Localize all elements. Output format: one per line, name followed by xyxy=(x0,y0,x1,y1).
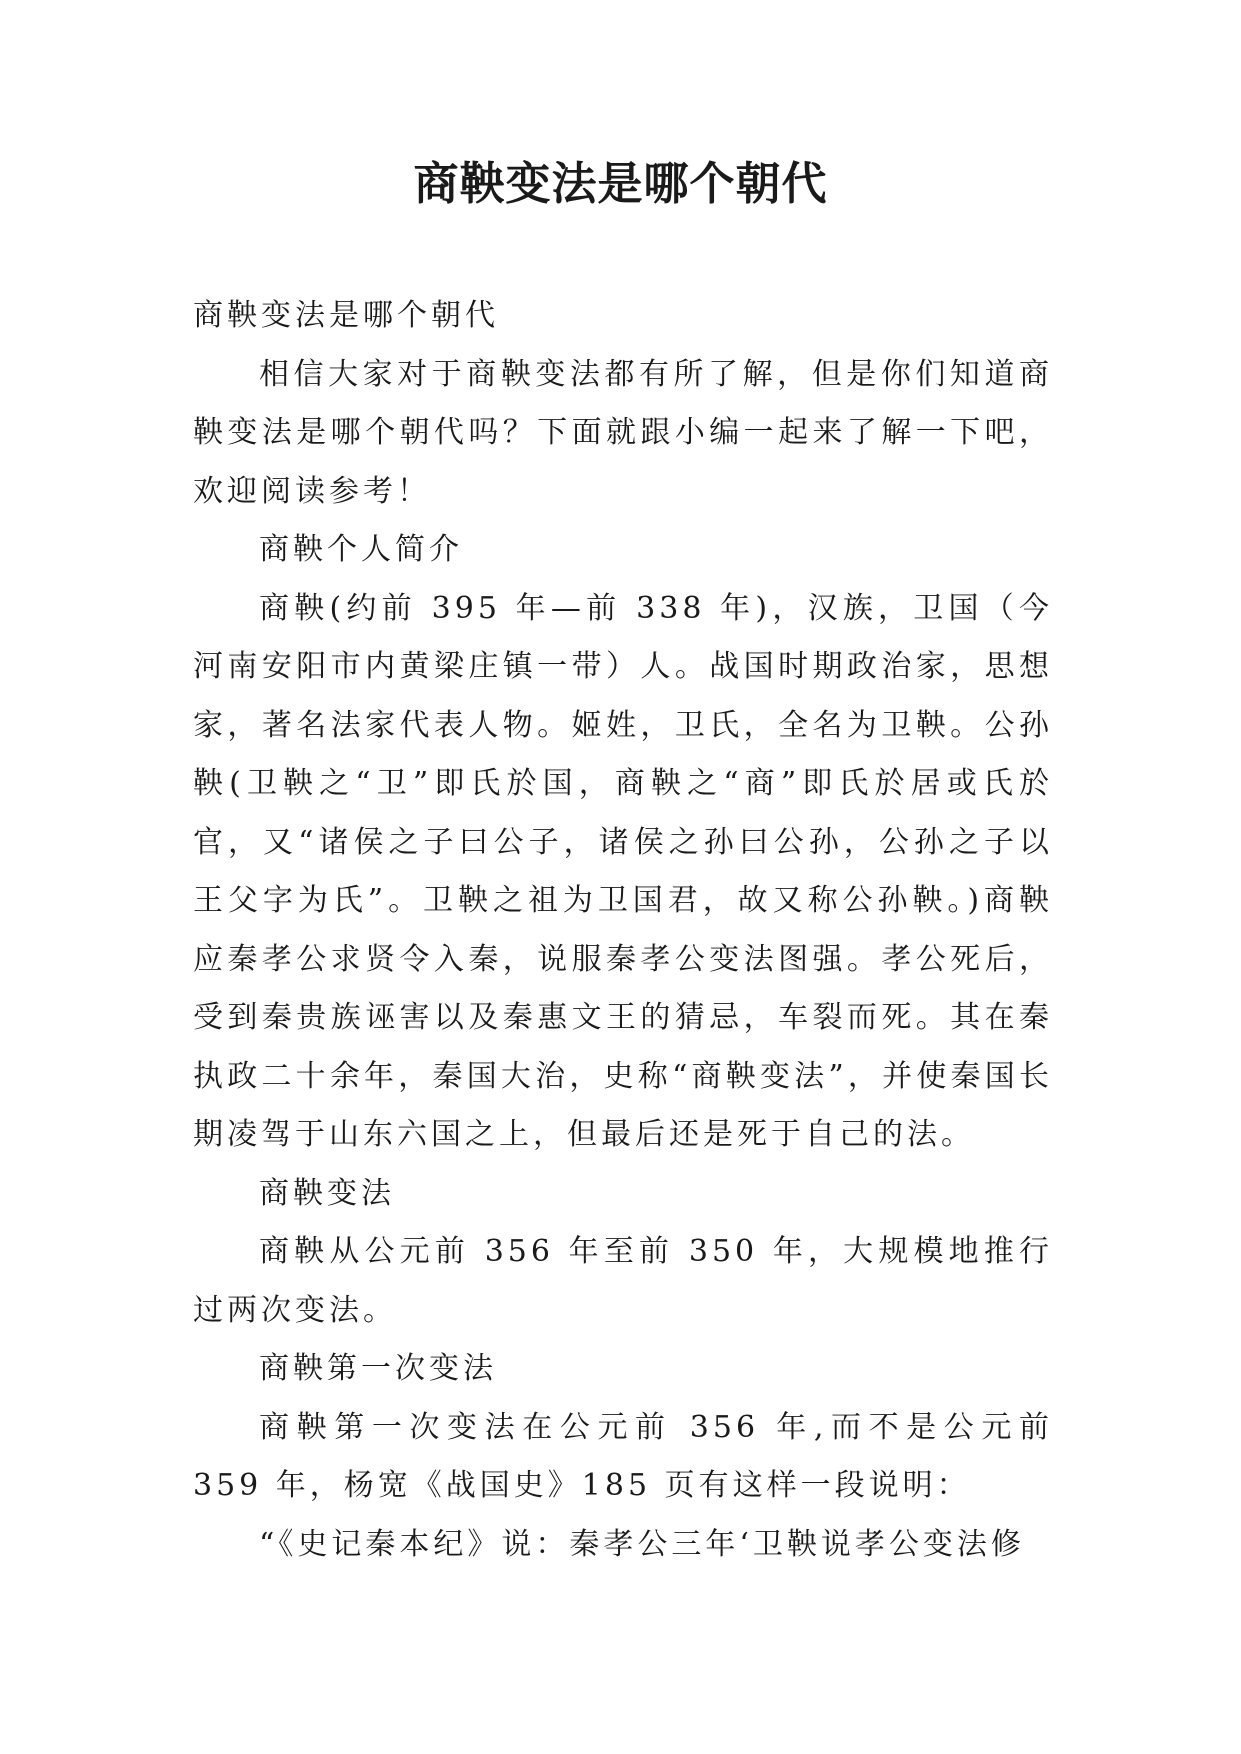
paragraph: 商鞅(约前 395 年—前 338 年)，汉族，卫国（今河南安阳市内黄梁庄镇一带）人。战国时期政治家，思想家，著名法家代表人物。姬姓，卫氏，全名为卫鞅。公孙鞅(卫鞅之“卫”即氏於国，商鞅之“商”即氏於居或氏於官，又“诸侯之子曰公子，诸侯之孙曰公孙，公孙之子以王父字为氏”。卫鞅之祖为卫国君，故又称公孙鞅。)商鞅应秦孝公求贤令入秦，说服秦孝公变法图强。孝公死后，受到秦贵族诬害以及秦惠文王的猜忌，车裂而死。其在秦执政二十余年，秦国大治，史称“商鞅变法”，并使秦国长期凌驾于山东六国之上，但最后还是死于自己的法。 xyxy=(193,590,1053,1152)
section-heading: 商鞅变法 xyxy=(259,1175,395,1211)
section-heading: 商鞅个人简介 xyxy=(259,532,463,567)
document-body xyxy=(193,287,1053,1574)
paragraph: 商鞅从公元前 356 年至前 350 年，大规模地推行过两次变法。 xyxy=(193,1234,1053,1328)
document-title: 商鞅变法是哪个朝代 xyxy=(413,157,828,210)
paragraph: “《史记秦本纪》说：秦孝公三年‘卫鞅说孝公变法修 xyxy=(259,1526,1025,1562)
paragraph: 相信大家对于商鞅变法都有所了解，但是你们知道商鞅变法是哪个朝代吗？下面就跟小编一起来了解一下吧，欢迎阅读参考！ xyxy=(193,356,1053,509)
section-heading: 商鞅第一次变法 xyxy=(259,1351,497,1386)
paragraph: 商鞅变法是哪个朝代 xyxy=(193,298,499,333)
paragraph: 商鞅第一次变法在公元前 356 年,而不是公元前 359 年，杨宽《战国史》185 页有这样一段说明： xyxy=(193,1409,1053,1503)
